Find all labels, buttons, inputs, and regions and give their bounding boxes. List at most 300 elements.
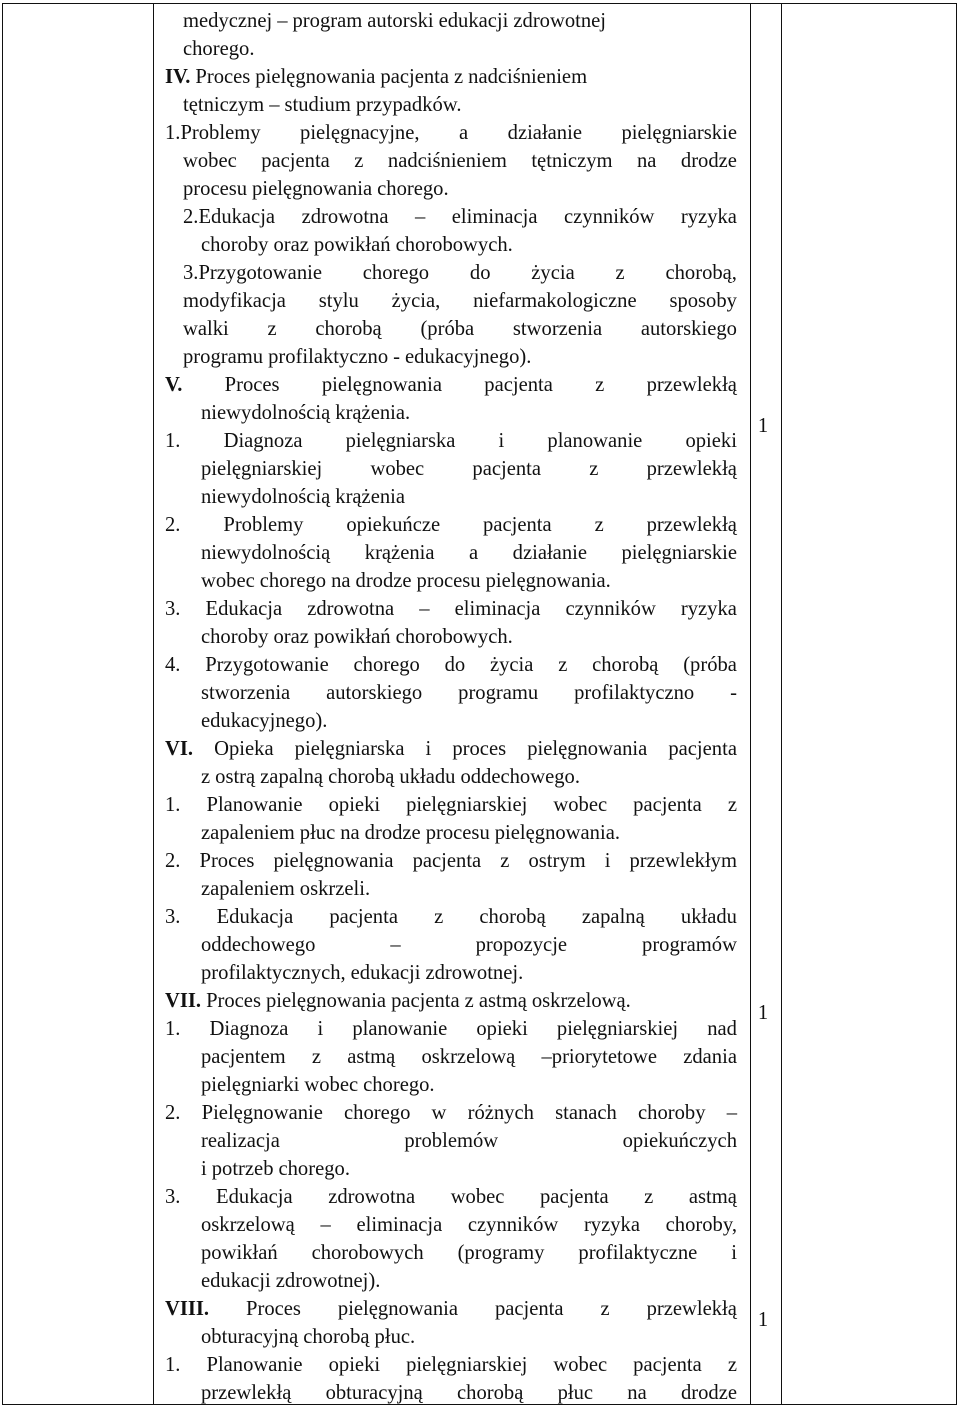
word: i [731,1242,737,1264]
word: astmą [688,1186,737,1208]
text-line [165,791,737,819]
word: układu [680,906,737,928]
word: pacjenta [633,794,702,816]
word: życia [531,262,575,284]
word: działanie [507,122,582,144]
word: – [269,94,280,116]
text-line [201,399,737,427]
word: chorobowych. [395,626,513,648]
word: opieki [685,430,737,452]
word: pielęgnowania [265,990,387,1012]
word: eliminacja [454,598,541,620]
word: chorego [344,1102,411,1124]
text-line [201,1043,737,1071]
word: z [727,794,737,816]
hours-value: 1 [757,1002,769,1024]
word: z [594,514,604,536]
word: propozycje [475,934,568,956]
text-line [165,651,737,679]
word: i [201,1158,207,1180]
word: 3. [165,598,181,620]
word: nad [707,1018,737,1040]
word: pielęgnowania [255,66,376,88]
word: działanie [512,542,587,564]
word: - [730,682,737,704]
word: 3.Przygotowanie [183,262,322,284]
word: oddechowego [201,934,316,956]
word: wobec [304,1074,359,1096]
text-line [201,1071,737,1099]
word: przewlekłą [201,1382,292,1404]
word: zapaleniem [201,878,295,900]
section-number: VIII. [165,1298,210,1320]
word: z [454,66,464,88]
text-line [201,679,737,707]
word: pacjenta [329,906,398,928]
word: chorobą [303,1326,370,1348]
word: z [201,766,211,788]
word: z [354,150,364,172]
word: na [637,150,657,172]
word: pacjenta [380,66,449,88]
word: zdrowotnej). [275,1270,381,1292]
word: oddechowego. [460,766,580,788]
word: pielęgnowania [321,374,442,396]
word: Edukacja [216,1186,293,1208]
word: z [267,318,277,340]
word: profilaktyczne [578,1242,698,1264]
word: (programy [457,1242,545,1264]
word: ryzyka [680,206,737,228]
word: programu [458,682,539,704]
word: pacjenta [412,850,482,872]
word: a [469,542,479,564]
word: chorego. [377,178,449,200]
word: – [277,10,288,32]
word: planowanie [352,1018,448,1040]
word: pacjenta [540,1186,609,1208]
text-line [201,567,737,595]
word: pielęgnowania [252,178,373,200]
word: medycznej [183,10,273,32]
word: powikłań [313,234,391,256]
word: pielęgnacyjne, [300,122,420,144]
word: z [644,1186,654,1208]
text-line [201,539,737,567]
word: pacjentem [201,1046,286,1068]
text-line [183,35,737,63]
word: 3. [165,906,181,928]
text-line [165,371,737,399]
word: planowanie [547,430,643,452]
text-line [165,1351,737,1379]
text-line [183,147,737,175]
word: oskrzelową [421,1046,516,1068]
word: zapalną [260,766,324,788]
word: astmą [347,1046,396,1068]
word: oskrzeli. [299,878,371,900]
word: 4. [165,654,181,676]
word: chorobowych. [395,234,513,256]
word: profilaktyczno [268,346,389,368]
word: a [459,122,469,144]
word: oraz [273,234,309,256]
hours-value: 1 [757,415,769,437]
text-line [201,1267,737,1295]
word: profilaktycznych, [201,962,346,984]
word: płuc [557,1382,594,1404]
word: krążenia [335,486,406,508]
text-line [183,287,737,315]
text-line [165,735,737,763]
text-line [165,1099,737,1127]
text-line [183,343,737,371]
word: zdrowotna [307,598,395,620]
word: czynników [565,598,656,620]
word: choroby [201,626,269,648]
text-line [165,63,737,91]
word: tętniczym [531,150,613,172]
word: zdania [683,1046,737,1068]
word: niewydolnością [201,486,331,508]
word: chorego. [363,1074,435,1096]
word: pacjenta [483,514,552,536]
word: pacjenta [472,458,542,480]
word: pielęgniarskiej [201,458,323,480]
word: przewlekłą [646,374,737,396]
word: wobec [201,570,255,592]
text-line [201,819,737,847]
word: pielęgnowania [527,738,648,760]
word: stworzenia [512,318,603,340]
word: chorobą [457,1382,524,1404]
word: programów [642,934,737,956]
text-line [183,175,737,203]
word: program [292,10,363,32]
word: zdrowotnej [513,10,607,32]
word: (próba [420,318,475,340]
column-divider [153,4,154,1404]
word: stworzenia [201,682,291,704]
word: pielęgniarska [345,430,456,452]
word: ostrą [215,766,256,788]
word: Opieka [214,738,274,760]
word: 2. [165,514,181,536]
word: obturacyjną [325,1382,423,1404]
word: z [615,262,625,284]
word: opieki [328,1354,381,1376]
word: pacjenta [668,738,737,760]
word: 1. [165,430,181,452]
word: autorskiego [640,318,737,340]
word: zdrowotna [301,206,389,228]
word: Diagnoza [223,430,303,452]
word: – [390,934,401,956]
word: eliminacja [451,206,538,228]
text-line [201,1127,737,1155]
word: stylu [318,290,359,312]
word: do [469,262,491,284]
word: pacjenta [633,1354,702,1376]
word: 1.Problemy [165,122,261,144]
word: pielęgnowania. [494,822,620,844]
text-line [201,707,737,735]
word: chorego. [183,38,255,60]
word: edukacji [350,962,421,984]
word: oraz [273,626,309,648]
word: Diagnoza [209,1018,289,1040]
column-divider [750,4,751,1404]
word: Problemy [223,514,304,536]
word: płuc [299,822,336,844]
word: procesu [425,822,490,844]
text-line [165,1015,737,1043]
word: potrzeb [211,1158,274,1180]
word: eliminacja [356,1214,443,1236]
word: i [604,850,611,872]
word: opieki [328,794,381,816]
word: edukacji [438,10,509,32]
word: 1. [165,1354,181,1376]
word: procesu [416,570,481,592]
word: opiekuńczych [622,1130,737,1152]
word: drodze [680,150,737,172]
word: 2.Edukacja [183,206,276,228]
text-line [165,987,737,1015]
text-line [201,959,737,987]
section-number: V. [165,374,183,396]
word: Proces [199,850,255,872]
word: pielęgnowania [337,1298,458,1320]
word: i [425,738,432,760]
text-line [183,7,737,35]
word: astmą [478,990,527,1012]
column-divider [781,4,782,1404]
word: nadciśnieniem [387,150,507,172]
word: na [331,570,351,592]
word: ryzyka [583,1214,640,1236]
word: życia, [391,290,441,312]
word: programu [183,346,264,368]
text-line [183,203,737,231]
word: czynników [564,206,655,228]
word: przypadków. [355,94,462,116]
text-line [201,231,737,259]
text-line [201,1323,737,1351]
text-line [165,847,737,875]
word: Edukacja [205,598,283,620]
word: wobec [370,458,425,480]
word: drodze [364,822,421,844]
word: niewydolnością [201,542,331,564]
word: tętniczym [183,94,265,116]
word: edukacji [201,1270,271,1292]
word: z [589,458,599,480]
word: pielęgniarskiej [406,1354,528,1376]
word: 1. [165,794,181,816]
word: Edukacja [216,906,294,928]
word: w [431,1102,447,1124]
word: z [311,1046,321,1068]
word: na [627,1382,647,1404]
text-line [201,455,737,483]
word: niewydolnością [201,402,331,424]
word: chorego [259,570,327,592]
word: krążenia. [335,402,411,424]
word: edukacyjnego). [201,710,328,732]
word: wobec [183,150,237,172]
section-number: IV. [165,66,191,88]
word: – [320,1214,331,1236]
word: i [498,430,505,452]
word: z [727,1354,737,1376]
text-line [201,931,737,959]
text-line [183,315,737,343]
word: walki [183,318,229,340]
word: obturacyjną [201,1326,299,1348]
word: nadciśnieniem [468,66,588,88]
word: wobec [553,1354,608,1376]
word: zdrowotnej. [425,962,524,984]
word: przewlekłą [646,514,737,536]
word: pielęgniarskiej [556,1018,679,1040]
word: Proces [195,66,251,88]
text-line [183,91,737,119]
word: drodze [355,570,412,592]
word: zdrowotna [328,1186,416,1208]
word: na [340,822,360,844]
word: ostrym [528,850,586,872]
word: – [414,206,426,228]
word: pielęgniarskie [621,122,737,144]
word: profilaktyczno [574,682,695,704]
word: chorobą [479,906,546,928]
word: zapalną [581,906,645,928]
word: 1. [165,1018,181,1040]
word: realizacja [201,1130,280,1152]
section-number: VII. [165,990,202,1012]
word: procesu [183,178,248,200]
word: chorobą, [665,262,737,284]
text-line [201,1211,737,1239]
word: czynników [467,1214,559,1236]
text-line [165,511,737,539]
word: stanach [555,1102,617,1124]
word: autorskiego [326,682,423,704]
word: powikłań [313,626,391,648]
word: opiekuńcze [346,514,441,536]
word: Planowanie [206,1354,303,1376]
word: Proces [206,990,261,1012]
word: Pielęgnowanie [201,1102,323,1124]
word: wobec [553,794,608,816]
word: choroby, [665,1214,737,1236]
text-line [165,1295,737,1323]
word: z [464,990,474,1012]
word: modyfikacja [183,290,286,312]
text-line [183,259,737,287]
word: zapaleniem [201,822,295,844]
word: życia [489,654,534,676]
word: niefarmakologiczne [473,290,637,312]
text-line [201,1155,737,1183]
word: chorobą [328,766,395,788]
word: i [317,1018,324,1040]
word: pielęgniarki [201,1074,300,1096]
word: chorobą [315,318,382,340]
word: pacjenta [261,150,330,172]
word: problemów [404,1130,499,1152]
word: Planowanie [206,794,303,816]
word: proces [452,738,507,760]
word: 2. [165,1102,181,1124]
word: (próba [683,654,737,676]
word: drodze [680,1382,737,1404]
text-line [201,875,737,903]
word: Proces [224,374,280,396]
text-line [165,595,737,623]
hours-value: 1 [757,1309,769,1331]
word: ryzyka [680,598,737,620]
word: - [393,346,401,368]
word: wobec [450,1186,505,1208]
word: chorobowych [311,1242,424,1264]
section-number: VI. [165,738,194,760]
text-line [201,763,737,791]
word: edukacyjnego). [405,346,532,368]
word: pielęgniarskie [621,542,737,564]
word: pacjenta [391,990,460,1012]
word: powikłań [201,1242,278,1264]
word: krążenia [364,542,435,564]
word: pielęgniarska [294,738,405,760]
word: z [500,850,510,872]
word: pielęgniarskiej [406,794,528,816]
word: przewlekłym [629,850,737,872]
word: pacjenta [494,1298,564,1320]
word: – [726,1102,737,1124]
word: płuc. [374,1326,416,1348]
word: oskrzelową [201,1214,295,1236]
word: choroby [201,234,269,256]
text-line [165,427,737,455]
word: autorski [367,10,434,32]
word: 3. [165,1186,181,1208]
word: chorego [353,654,420,676]
word: z [558,654,568,676]
word: z [600,1298,610,1320]
word: Proces [246,1298,301,1320]
word: – [419,598,430,620]
word: –priorytetowe [541,1046,657,1068]
word: opieki [476,1018,528,1040]
word: z [434,906,444,928]
word: pacjenta [484,374,553,396]
text-line [201,1239,737,1267]
word: różnych [467,1102,534,1124]
text-line [201,623,737,651]
text-line [165,119,737,147]
word: oskrzelową. [531,990,631,1012]
word: chorobą [592,654,659,676]
word: z [595,374,605,396]
word: studium [284,94,351,116]
word: chorego. [278,1158,350,1180]
word: przewlekłą [646,458,737,480]
text-line [165,1183,737,1211]
word: przewlekłą [646,1298,737,1320]
text-line [201,483,737,511]
